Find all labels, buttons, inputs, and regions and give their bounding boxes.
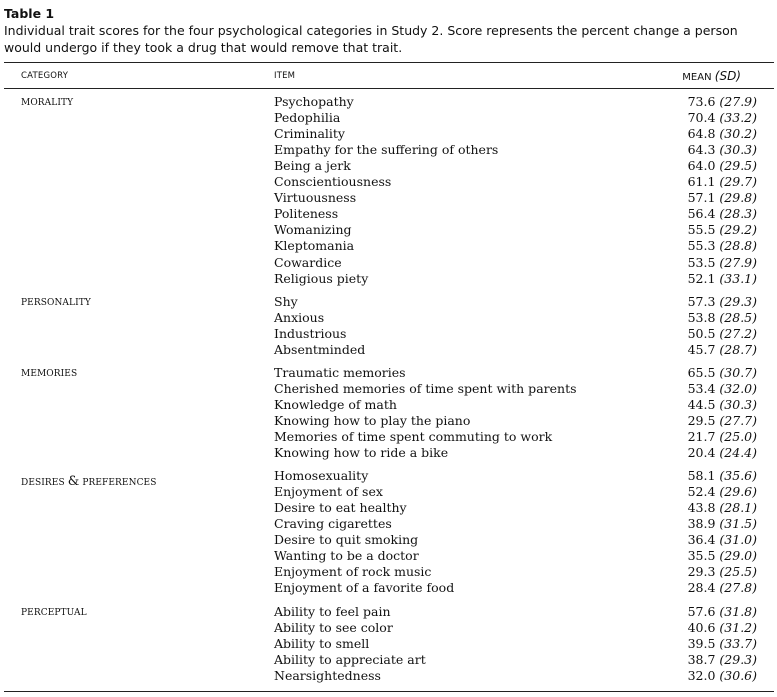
item-name: Desire to eat healthy bbox=[274, 500, 407, 516]
table-row bbox=[0, 238, 777, 254]
mean-value: 70.4 bbox=[687, 110, 716, 126]
mean-value: 53.4 bbox=[687, 381, 716, 397]
table-row bbox=[0, 516, 777, 532]
mean-sd-value bbox=[688, 532, 757, 548]
sd-value: (29.3) bbox=[719, 294, 757, 309]
mean-value: 55.5 bbox=[687, 222, 716, 238]
table-row bbox=[0, 564, 777, 580]
mean-value: 73.6 bbox=[687, 94, 716, 109]
mean-sd-value bbox=[688, 142, 757, 158]
mean-sd-value bbox=[688, 484, 757, 500]
item-name: Womanizing bbox=[274, 222, 352, 238]
table-row bbox=[0, 397, 777, 413]
sd-value: (29.7) bbox=[719, 174, 757, 190]
item-name: Knowing how to play the piano bbox=[274, 413, 471, 429]
mean-sd-value bbox=[688, 548, 757, 564]
sd-value: (30.6) bbox=[719, 668, 757, 684]
table-row bbox=[0, 94, 777, 110]
table-caption-text: Individual trait scores for the four psychological categories in Study 2. Score represents the percent change a person would undergo if they took a drug that would remove that trait. bbox=[4, 23, 738, 55]
mean-value: 57.1 bbox=[687, 190, 716, 206]
sd-value: (29.3) bbox=[719, 652, 757, 668]
category-morality: MORALITY bbox=[21, 98, 74, 108]
table-row bbox=[0, 294, 777, 310]
table-row bbox=[0, 110, 777, 126]
table-row bbox=[0, 429, 777, 445]
table-row bbox=[0, 365, 777, 381]
sd-value: (24.4) bbox=[719, 445, 757, 461]
mean-sd-value bbox=[688, 564, 757, 580]
mean-sd-value bbox=[688, 413, 757, 429]
sd-value: (30.2) bbox=[719, 126, 757, 142]
sd-value: (30.3) bbox=[719, 142, 757, 158]
table-row bbox=[0, 668, 777, 684]
sd-value: (27.9) bbox=[719, 254, 757, 270]
sd-value: (30.7) bbox=[719, 365, 757, 380]
item-name: Politeness bbox=[274, 206, 339, 222]
table-row bbox=[0, 636, 777, 652]
mean-sd-value bbox=[688, 238, 757, 254]
mean-value: 64.3 bbox=[687, 142, 716, 158]
item-name: Homosexuality bbox=[274, 468, 369, 483]
table-row bbox=[0, 222, 777, 238]
mean-sd-value bbox=[688, 255, 757, 271]
mean-sd-value bbox=[688, 397, 757, 413]
sd-value: (35.6) bbox=[719, 468, 757, 483]
header-category: CATEGORY bbox=[21, 71, 69, 81]
mean-sd-value bbox=[688, 342, 757, 358]
item-name: Religious piety bbox=[274, 270, 369, 286]
table-row bbox=[0, 604, 777, 620]
table-row bbox=[0, 126, 777, 142]
category-perceptual: PERCEPTUAL bbox=[21, 608, 87, 618]
table-row bbox=[0, 206, 777, 222]
mean-sd-value bbox=[688, 294, 757, 310]
item-name: Psychopathy bbox=[274, 94, 354, 109]
sd-value: (33.1) bbox=[719, 270, 757, 286]
sd-value: (25.5) bbox=[719, 564, 757, 580]
bottom-rule bbox=[4, 691, 774, 692]
table-row bbox=[0, 532, 777, 548]
item-name: Enjoyment of sex bbox=[274, 484, 383, 500]
sd-value: (25.0) bbox=[719, 429, 757, 445]
mean-sd-value bbox=[688, 500, 757, 516]
item-name: Pedophilia bbox=[274, 110, 341, 126]
mean-value: 52.1 bbox=[687, 270, 716, 286]
table-row bbox=[0, 158, 777, 174]
mean-value: 65.5 bbox=[687, 365, 716, 380]
mean-value: 56.4 bbox=[687, 206, 716, 222]
mean-sd-value bbox=[688, 620, 757, 636]
table-label: Table 1 bbox=[4, 6, 55, 21]
sd-value: (27.7) bbox=[719, 413, 757, 429]
sd-value: (27.8) bbox=[719, 580, 757, 596]
mean-value: 29.3 bbox=[687, 564, 716, 580]
item-name: Virtuousness bbox=[274, 190, 357, 206]
mean-sd-value bbox=[688, 652, 757, 668]
table-row bbox=[0, 190, 777, 206]
mean-sd-value bbox=[688, 158, 757, 174]
mean-sd-value bbox=[688, 668, 757, 684]
mean-value: 35.5 bbox=[687, 548, 716, 564]
item-name: Cowardice bbox=[274, 254, 342, 270]
table-row bbox=[0, 413, 777, 429]
mean-sd-value bbox=[688, 381, 757, 397]
item-name: Empathy for the suffering of others bbox=[274, 142, 499, 158]
mean-sd-value bbox=[688, 174, 757, 190]
mean-value: 39.5 bbox=[687, 636, 716, 652]
sd-value: (31.5) bbox=[719, 516, 757, 532]
mean-value: 20.4 bbox=[687, 445, 716, 461]
item-name: Traumatic memories bbox=[274, 365, 406, 380]
item-name: Ability to feel pain bbox=[274, 604, 391, 619]
mean-sd-value bbox=[688, 110, 757, 126]
table-row bbox=[0, 548, 777, 564]
mean-value: 28.4 bbox=[687, 580, 716, 596]
item-name: Anxious bbox=[274, 310, 325, 326]
mean-sd-value bbox=[688, 94, 757, 110]
category-desires-part1: DESIRES bbox=[21, 478, 65, 488]
table-row bbox=[0, 271, 777, 287]
mean-value: 53.5 bbox=[687, 254, 716, 270]
mean-sd-value bbox=[688, 190, 757, 206]
header-item: ITEM bbox=[274, 71, 296, 81]
item-name: Conscientiousness bbox=[274, 174, 392, 190]
mean-value: 43.8 bbox=[687, 500, 716, 516]
mean-sd-value bbox=[688, 126, 757, 142]
mean-sd-value bbox=[688, 516, 757, 532]
sd-value: (32.0) bbox=[719, 381, 757, 397]
item-name: Ability to appreciate art bbox=[274, 652, 426, 668]
mean-value: 58.1 bbox=[687, 468, 716, 483]
mean-value: 52.4 bbox=[687, 484, 716, 500]
sd-value: (31.8) bbox=[719, 604, 757, 619]
table-row bbox=[0, 652, 777, 668]
table-row bbox=[0, 500, 777, 516]
mean-value: 36.4 bbox=[687, 532, 716, 548]
sd-value: (31.0) bbox=[719, 532, 757, 548]
sd-value: (33.2) bbox=[719, 110, 757, 126]
item-name: Cherished memories of time spent with parents bbox=[274, 381, 577, 397]
table-row bbox=[0, 445, 777, 461]
sd-value: (29.0) bbox=[719, 548, 757, 564]
table-row bbox=[0, 255, 777, 271]
sd-value: (28.1) bbox=[719, 500, 757, 516]
table-row bbox=[0, 342, 777, 358]
sd-value: (28.5) bbox=[719, 310, 757, 326]
sd-value: (29.6) bbox=[719, 484, 757, 500]
table-row bbox=[0, 468, 777, 484]
table-row bbox=[0, 174, 777, 190]
sd-value: (33.7) bbox=[719, 636, 757, 652]
item-name: Desire to quit smoking bbox=[274, 532, 419, 548]
item-name: Enjoyment of rock music bbox=[274, 564, 432, 580]
item-name: Absentminded bbox=[274, 342, 366, 358]
item-name: Memories of time spent commuting to work bbox=[274, 429, 553, 445]
mean-value: 53.8 bbox=[687, 310, 716, 326]
item-name: Being a jerk bbox=[274, 158, 351, 174]
item-name: Industrious bbox=[274, 326, 347, 342]
mean-sd-value bbox=[688, 580, 757, 596]
table-caption bbox=[4, 6, 774, 56]
mean-sd-value bbox=[688, 206, 757, 222]
mean-value: 21.7 bbox=[687, 429, 716, 445]
header-mean-label: MEAN bbox=[682, 72, 712, 83]
mean-sd-value bbox=[688, 604, 757, 620]
sd-value: (30.3) bbox=[719, 397, 757, 413]
table-row bbox=[0, 326, 777, 342]
mean-value: 32.0 bbox=[687, 668, 716, 684]
sd-value: (27.2) bbox=[719, 326, 757, 342]
header-mean bbox=[682, 69, 741, 83]
mean-sd-value bbox=[688, 365, 757, 381]
item-name: Knowing how to ride a bike bbox=[274, 445, 449, 461]
mean-value: 50.5 bbox=[687, 326, 716, 342]
category-personality: PERSONALITY bbox=[21, 298, 91, 308]
mean-value: 45.7 bbox=[687, 342, 716, 358]
sd-value: (27.9) bbox=[719, 94, 757, 109]
item-name: Craving cigarettes bbox=[274, 516, 392, 532]
sd-value: (29.5) bbox=[719, 158, 757, 174]
mean-value: 64.0 bbox=[687, 158, 716, 174]
table-row bbox=[0, 310, 777, 326]
mean-sd-value bbox=[688, 326, 757, 342]
category-desires-amp: & bbox=[67, 474, 80, 489]
mean-sd-value bbox=[688, 445, 757, 461]
table-row bbox=[0, 620, 777, 636]
mean-value: 29.5 bbox=[687, 413, 716, 429]
mean-sd-value bbox=[688, 468, 757, 484]
category-memories: MEMORIES bbox=[21, 369, 78, 379]
top-rule bbox=[4, 62, 774, 63]
mean-value: 61.1 bbox=[687, 174, 716, 190]
mean-value: 57.6 bbox=[687, 604, 716, 619]
item-name: Ability to see color bbox=[274, 620, 393, 636]
mean-value: 57.3 bbox=[687, 294, 716, 309]
mean-sd-value bbox=[688, 310, 757, 326]
item-name: Shy bbox=[274, 294, 298, 309]
mean-sd-value bbox=[688, 222, 757, 238]
item-name: Criminality bbox=[274, 126, 345, 142]
table-row bbox=[0, 381, 777, 397]
mean-value: 44.5 bbox=[687, 397, 716, 413]
item-name: Wanting to be a doctor bbox=[274, 548, 419, 564]
header-rule bbox=[4, 88, 774, 89]
item-name: Enjoyment of a favorite food bbox=[274, 580, 455, 596]
table-row bbox=[0, 142, 777, 158]
item-name: Ability to smell bbox=[274, 636, 370, 652]
mean-sd-value bbox=[688, 271, 757, 287]
header-sd-label: (SD) bbox=[714, 69, 741, 83]
mean-value: 38.9 bbox=[687, 516, 716, 532]
sd-value: (28.7) bbox=[719, 342, 757, 358]
mean-value: 64.8 bbox=[687, 126, 716, 142]
mean-value: 38.7 bbox=[687, 652, 716, 668]
mean-value: 55.3 bbox=[687, 238, 716, 254]
sd-value: (28.3) bbox=[719, 206, 757, 222]
sd-value: (29.8) bbox=[719, 190, 757, 206]
table-row bbox=[0, 580, 777, 596]
sd-value: (29.2) bbox=[719, 222, 757, 238]
item-name: Nearsightedness bbox=[274, 668, 381, 684]
mean-sd-value bbox=[688, 636, 757, 652]
sd-value: (31.2) bbox=[719, 620, 757, 636]
mean-value: 40.6 bbox=[687, 620, 716, 636]
table-row bbox=[0, 484, 777, 500]
item-name: Kleptomania bbox=[274, 238, 355, 254]
mean-sd-value bbox=[688, 429, 757, 445]
category-desires-part2: PREFERENCES bbox=[82, 478, 157, 488]
sd-value: (28.8) bbox=[719, 238, 757, 254]
item-name: Knowledge of math bbox=[274, 397, 397, 413]
